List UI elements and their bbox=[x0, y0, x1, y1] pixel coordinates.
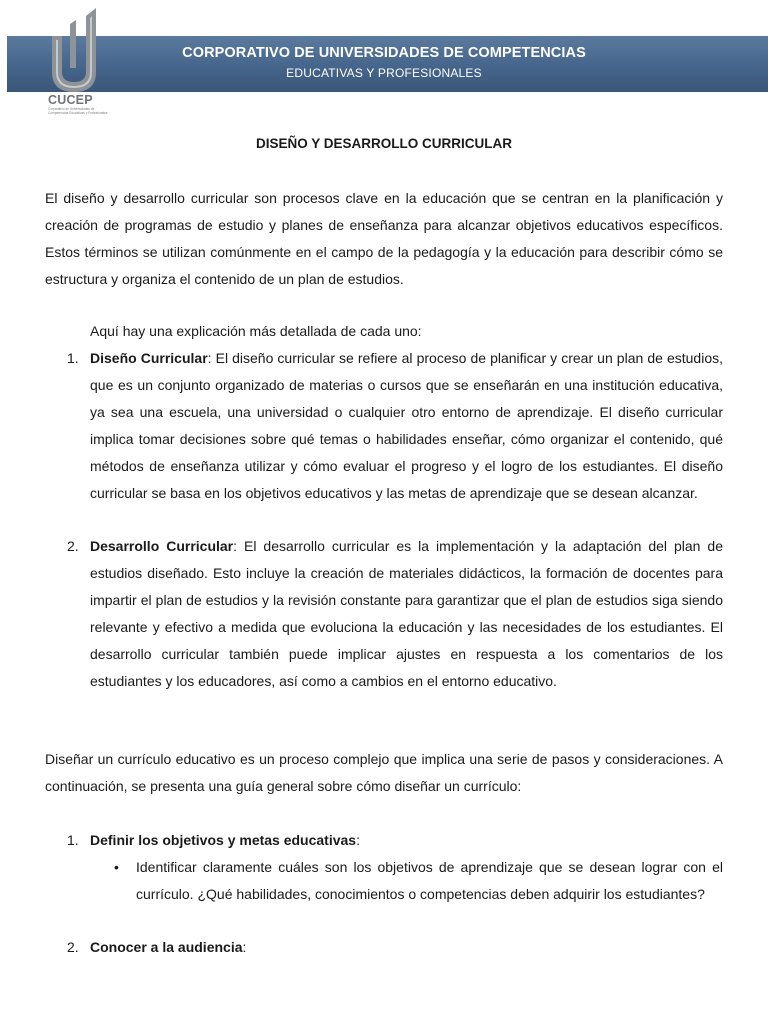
logo-caption: Corporativo de Universidades de Competencias Educativas y Profesionales bbox=[48, 107, 108, 115]
definition-term: Diseño Curricular bbox=[90, 350, 208, 366]
step-term: Definir los objetivos y metas educativas bbox=[90, 832, 357, 848]
step-suffix: : bbox=[242, 939, 247, 955]
list-number: 2. bbox=[67, 538, 79, 554]
logo-wordmark: CUCEP bbox=[48, 93, 93, 107]
definition-term: Desarrollo Curricular bbox=[90, 538, 234, 554]
step-item-objetivos bbox=[90, 827, 723, 854]
definition-item-diseno bbox=[90, 345, 723, 507]
definition-text: : El desarrollo curricular es la implementación y la adaptación del plan de estudios diseñado. Esto incluye la creación de materiales didácticos, la formación de docentes para impartir el plan de estudios y la revisión constante para garantizar que el plan de estudios siga siendo relevante y efectivo a medida que evoluciona la educación y las necesidades de los estudiantes. El desarrollo curricular también puede implicar ajustes en respuesta a los comentarios de los estudiantes y los educadores, así como a cambios en el entorno educativo. bbox=[90, 538, 723, 689]
step-item-audiencia bbox=[90, 934, 723, 961]
step-suffix: : bbox=[356, 832, 360, 848]
guide-intro-paragraph: Diseñar un currículo educativo es un proceso complejo que implica una serie de pasos y consideraciones. A continuación, se presenta una guía general sobre cómo diseñar un currículo: bbox=[45, 751, 723, 794]
lead-paragraph: Aquí hay una explicación más detallada de cada uno: bbox=[90, 323, 422, 339]
step-term: Conocer a la audiencia bbox=[90, 939, 243, 955]
definition-text: : El diseño curricular se refiere al proceso de planificar y crear un plan de estudios, que es un conjunto organizado de materias o cursos que se enseñarán en una institución educativa, ya sea una escuela, una universidad o cualquier otro entorno de aprendizaje. El diseño curricular implica tomar decisiones sobre qué temas o habilidades enseñar, cómo organizar el contenido, qué métodos de enseñanza utilizar y cómo evaluar el progreso y el logro de los estudiantes. El diseño curricular se basa en los objetivos educativos y las metas de aprendizaje que se desean alcanzar. bbox=[90, 350, 723, 501]
document-title: DISEÑO Y DESARROLLO CURRICULAR bbox=[255, 136, 513, 151]
step-detail: Identificar claramente cuáles son los objetivos de aprendizaje que se desean lograr con el currículo. ¿Qué habilidades, conocimientos o competencias deben adquirir los estudiantes? bbox=[136, 859, 723, 902]
list-number: 2. bbox=[67, 939, 79, 955]
list-number: 1. bbox=[67, 350, 79, 366]
definition-item-desarrollo bbox=[90, 533, 723, 695]
list-number: 1. bbox=[67, 832, 79, 848]
bullet-icon: • bbox=[114, 859, 119, 875]
header-subtitle: EDUCATIVAS Y PROFESIONALES bbox=[286, 66, 482, 80]
intro-paragraph: El diseño y desarrollo curricular son procesos clave en la educación que se centran en la planificación y creación de programas de estudio y planes de enseñanza para alcanzar objetivos educativos específicos. Estos términos se utilizan comúnmente en el campo de la pedagogía y la educación para describir cómo se estructura y organiza el contenido de un plan de estudios. bbox=[45, 190, 723, 287]
header-title: CORPORATIVO DE UNIVERSIDADES DE COMPETENCIAS bbox=[182, 45, 586, 61]
